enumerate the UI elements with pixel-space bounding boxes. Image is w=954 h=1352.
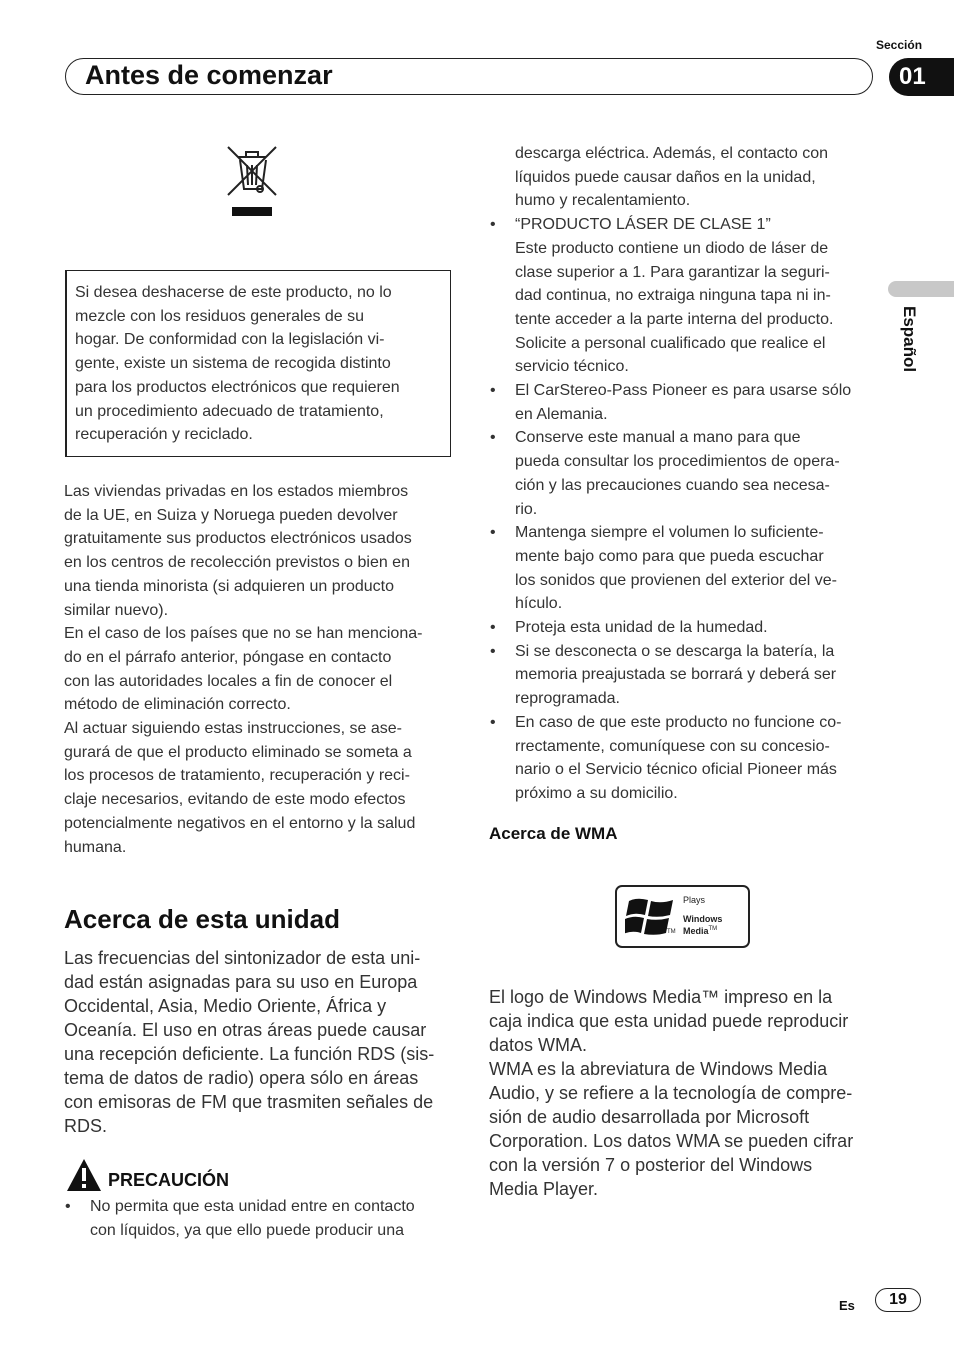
text-line: Proteja esta unidad de la humedad. — [515, 619, 768, 637]
trademark-mark: TM — [708, 926, 718, 932]
text-line: pueda consultar los procedimientos de opera- — [515, 453, 840, 471]
caution-list-col2 — [489, 142, 874, 806]
list-item — [489, 213, 874, 379]
text-line: claje necesarios, evitando de este modo efectos — [64, 791, 406, 809]
text-line: Conserve este manual a mano para que — [515, 429, 801, 447]
trademark-mark: TM — [667, 929, 676, 935]
text-line: El CarStereo-Pass Pioneer es para usarse sólo — [515, 382, 852, 400]
text-line: similar nuevo). — [64, 601, 169, 619]
bullet-icon: • — [490, 524, 496, 542]
list-item — [489, 640, 874, 711]
text-line: memoria preajustada se borrará y deberá ser — [515, 666, 837, 684]
section-heading-about-unit: Acerca de esta unidad — [64, 904, 340, 934]
text-line: rrectamente, comuníquese con su concesio- — [515, 737, 830, 755]
text-line: en Alemania. — [515, 405, 608, 423]
list-item — [489, 616, 874, 640]
page-number: 19 — [875, 1288, 921, 1312]
language-tab-bar — [888, 281, 954, 297]
text-line: con emisoras de FM que trasmiten señales de — [64, 1092, 434, 1112]
list-item — [489, 521, 874, 616]
text-line: humo y recalentamiento. — [515, 192, 691, 210]
bullet-icon: • — [490, 619, 496, 637]
text-line: gurará de que el producto eliminado se someta a — [64, 743, 412, 761]
text-line: Si desea deshacerse de este producto, no lo — [75, 284, 392, 301]
logo-plays-text: Plays — [683, 895, 706, 905]
text-line: los sonidos que provienen del exterior del ve- — [515, 571, 837, 589]
footer-language-code: Es — [839, 1298, 855, 1313]
text-line: reprogramada. — [515, 690, 620, 708]
text-line: un procedimiento adecuado de tratamiento, — [75, 402, 384, 420]
text-line: RDS. — [64, 1116, 108, 1136]
text-line: una recepción deficiente. La función RDS (sis- — [64, 1044, 435, 1064]
section-heading-wma: Acerca de WMA — [489, 824, 618, 843]
bullet-icon: • — [490, 382, 496, 400]
text-line: una tienda minorista (si adquieren un producto — [64, 577, 394, 595]
warning-triangle-icon — [66, 1158, 102, 1192]
text-line: ción y las precauciones cuando sea necesa- — [515, 476, 830, 494]
text-line: gente, existe un sistema de recogida distinto — [75, 355, 391, 373]
disposal-notice-text — [75, 281, 445, 447]
bullet-icon: • — [490, 713, 496, 731]
text-line: mezcle con los residuos generales de su — [75, 307, 365, 325]
text-line: dad están asignadas para su uso en Europa — [64, 972, 418, 992]
disposal-paragraphs — [64, 480, 454, 859]
text-line: los procesos de tratamiento, recuperación y reci- — [64, 767, 410, 785]
caution-list-col1 — [64, 1195, 454, 1242]
section-number-badge: 01 — [889, 58, 954, 96]
page-title: Antes de comenzar — [85, 60, 333, 90]
text-line: datos WMA. — [489, 1035, 588, 1055]
list-item — [489, 711, 874, 806]
crossed-out-wheelie-bin-icon — [226, 145, 278, 217]
text-line: Las viviendas privadas en los estados miembros — [64, 483, 409, 500]
text-line: Al actuar siguiendo estas instrucciones, se ase- — [64, 720, 402, 738]
text-line: dad continua, no extraiga ninguna tapa ni in- — [515, 287, 831, 305]
about-unit-paragraph — [64, 946, 454, 1138]
text-line: No permita que esta unidad entre en contacto — [90, 1198, 415, 1215]
text-line: de la UE, en Suiza y Noruega pueden devolver — [64, 506, 398, 524]
language-tab-label: Español — [900, 306, 919, 373]
text-line: próximo a su domicilio. — [515, 784, 678, 802]
text-line: servicio técnico. — [515, 358, 629, 376]
list-item — [489, 426, 874, 521]
text-line: En caso de que este producto no funcione co- — [515, 713, 842, 731]
windows-media-logo — [615, 885, 750, 948]
text-line: WMA es la abreviatura de Windows Media — [489, 1059, 828, 1079]
text-line: Este producto contiene un diodo de láser de — [515, 239, 829, 257]
text-line: Occidental, Asia, Medio Oriente, África y — [64, 996, 387, 1016]
logo-windows-text: Windows — [683, 914, 723, 924]
text-line: Oceanía. El uso en otras áreas puede causar — [64, 1020, 427, 1040]
text-line: recuperación y reciclado. — [75, 426, 253, 444]
text-line: Las frecuencias del sintonizador de esta uni- — [64, 948, 421, 968]
section-label: Sección — [876, 38, 923, 52]
text-line: Audio, y se refiere a la tecnología de compre- — [489, 1083, 853, 1103]
text-line: gratuitamente sus productos electrónicos usados — [64, 530, 412, 548]
list-item — [64, 1195, 454, 1242]
text-line: sión de audio desarrollada por Microsoft — [489, 1107, 810, 1127]
list-item-continuation — [489, 142, 874, 213]
text-line: con líquidos, ya que ello puede producir una — [90, 1221, 404, 1239]
text-line: En el caso de los países que no se han menciona- — [64, 625, 423, 643]
text-line: tema de datos de radio) opera sólo en áreas — [64, 1068, 419, 1088]
text-line: método de eliminación correcto. — [64, 696, 291, 714]
text-line: en los centros de recolección previstos o bien en — [64, 554, 410, 572]
text-line: humana. — [64, 838, 127, 856]
text-line: descarga eléctrica. Además, el contacto con — [515, 145, 829, 162]
text-line: El logo de Windows Media™ impreso en la — [489, 987, 833, 1007]
bullet-icon: • — [65, 1198, 71, 1215]
text-line: potencialmente negativos en el entorno y la salud — [64, 814, 416, 832]
text-line: Corporation. Los datos WMA se pueden cifrar — [489, 1131, 854, 1151]
list-item — [489, 379, 874, 426]
bullet-icon: • — [490, 429, 496, 447]
bullet-icon: • — [490, 216, 496, 234]
text-line: clase superior a 1. Para garantizar la seguri- — [515, 263, 830, 281]
text-line: mente bajo como para que pueda escuchar — [515, 547, 824, 565]
text-line: “PRODUCTO LÁSER DE CLASE 1” — [515, 216, 771, 234]
text-line: rio. — [515, 500, 538, 518]
text-line: con la versión 7 o posterior del Windows — [489, 1155, 813, 1175]
text-line: hículo. — [515, 595, 563, 613]
bullet-icon: • — [490, 642, 496, 660]
logo-media-word: Media — [683, 926, 709, 936]
text-line: Media Player. — [489, 1179, 599, 1199]
logo-media-text — [683, 926, 717, 936]
text-line: caja indica que esta unidad puede reproducir — [489, 1011, 849, 1031]
text-line: Si se desconecta o se descarga la batería, la — [515, 642, 835, 660]
text-line: líquidos puede causar daños en la unidad, — [515, 168, 816, 186]
text-line: Solicite a personal cualificado que realice el — [515, 334, 826, 352]
text-line: para los productos electrónicos que requieren — [75, 378, 400, 396]
caution-title: PRECAUCIÓN — [108, 1170, 230, 1190]
wma-paragraph — [489, 985, 874, 1201]
text-line: Mantenga siempre el volumen lo suficiente- — [515, 524, 824, 542]
text-line: hogar. De conformidad con la legislación vi- — [75, 331, 385, 349]
text-line: do en el párrafo anterior, póngase en contacto — [64, 648, 392, 666]
text-line: tente acceder a la parte interna del producto. — [515, 310, 834, 328]
text-line: con las autoridades locales a fin de conocer el — [64, 672, 393, 690]
text-line: nario o el Servicio técnico oficial Pioneer más — [515, 761, 837, 779]
